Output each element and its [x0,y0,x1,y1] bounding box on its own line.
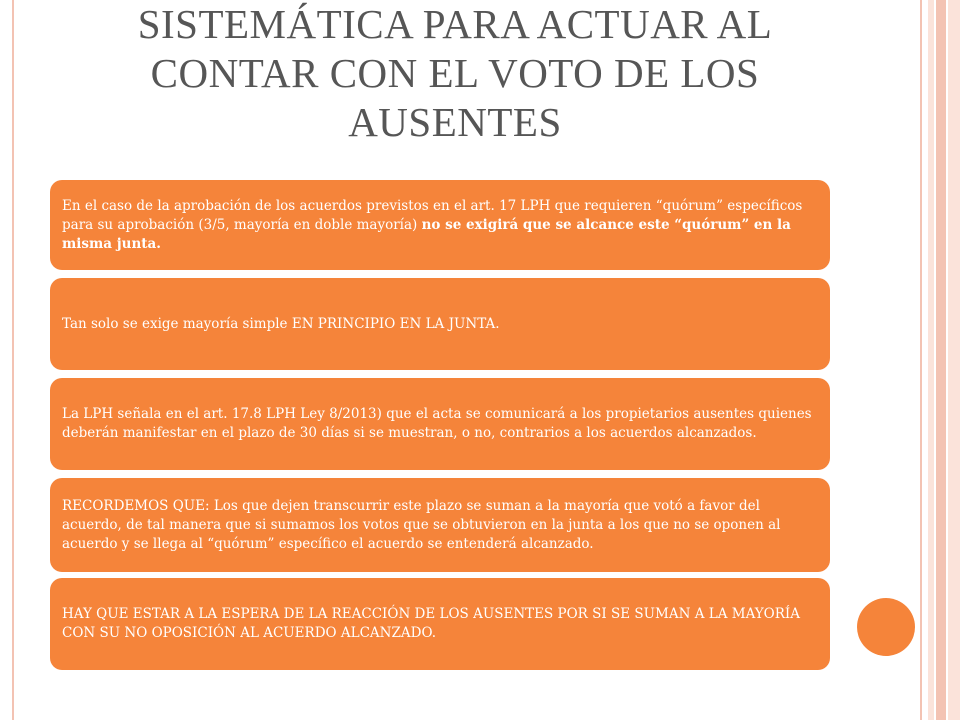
frame-right-band-outer [948,0,960,720]
box-text: RECORDEMOS QUE: Los que dejen transcurrir este plazo se suman a la mayoría que votó a favor del acuerdo, de tal manera que si sumamos los votos que se obtuvieron en la junta a los que no se oponen al acuerdo y se llega al “quórum” específico el acuerdo se entenderá alcanzado. [62,497,781,552]
frame-right-band-light [928,0,934,720]
content-box [50,478,830,572]
frame-right-line-inner [920,0,922,720]
title-line: CONTAR CON EL VOTO DE LOS [150,50,760,96]
box-text-normal: En el caso de la aprobación de los acuerdos previstos en el art. 17 LPH que requieren “quórum” específicos para su aprobación (3/5, mayoría en doble mayoría) [62,197,803,233]
decorative-circle [857,598,915,656]
content-box [50,578,830,670]
box-text: HAY QUE ESTAR A LA ESPERA DE LA REACCIÓN DE LOS AUSENTES POR SI SE SUMAN A LA MAYORÍA CON SU NO OPOSICIÓN AL ACUERDO ALCANZADO. [62,606,800,641]
box-text [62,197,818,254]
content-box [50,180,830,270]
title-line: SISTEMÁTICA PARA ACTUAR AL [137,1,773,47]
content-box [50,378,830,470]
box-text: La LPH señala en el art. 17.8 LPH Ley 8/2013) que el acta se comunicará a los propietarios ausentes quienes deberán manifestar en el plazo de 30 días si se muestran, o no, contrarios a los acuerdos alcanzados. [62,406,812,441]
box-text: Tan solo se exige mayoría simple EN PRINCIPIO EN LA JUNTA. [62,315,500,332]
slide-title [90,0,820,147]
frame-left-line [12,0,14,720]
frame-right-band [936,0,946,720]
title-line: AUSENTES [348,99,562,145]
content-box [50,278,830,370]
box-text-bold: no se exigirá que se alcance este “quórum” en la misma junta. [62,216,791,252]
